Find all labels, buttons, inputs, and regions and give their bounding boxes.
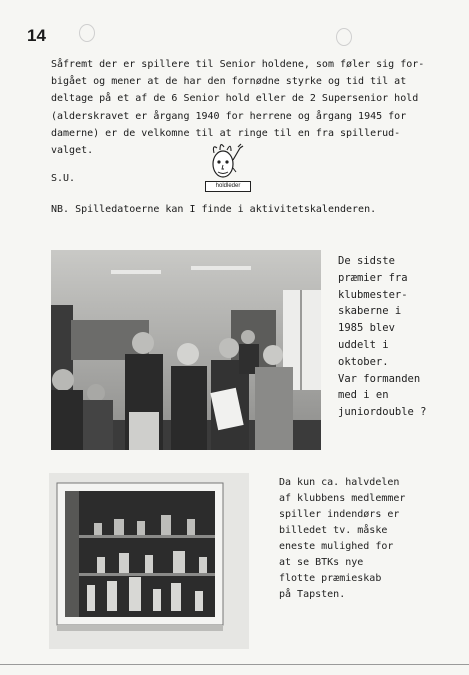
body-paragraph: Såfremt der er spillere til Senior holdene, som føler sig for- bigået og mener at de har den fornødne styrke og tid til at deltage på et af de 6 Senior hold eller de 2 Supersenior hold (alderskravet er årgang 1940 for herrene og årgang 1945 for damerne) er de velkomne til at ringe til en fra spillerud- valget. — [51, 59, 425, 157]
prize-ceremony-photo — [51, 250, 321, 450]
page-edge-line — [0, 664, 469, 665]
punch-hole-mark — [336, 28, 352, 46]
holdleder-sign: holdleder — [205, 181, 251, 192]
page-number: 14 — [27, 26, 46, 45]
nb-note: NB. Spilledatoerne kan I finde i aktivitetskalenderen. — [51, 204, 377, 215]
signature: S.U. — [51, 173, 76, 184]
photo-1-caption: De sidste præmier fra klubmester- skaberne i 1985 blev uddelt i oktober. Var formanden med i en juniordouble ? — [338, 255, 427, 419]
photo-2-caption: Da kun ca. halvdelen af klubbens medlemmer spiller indendørs er billedet tv. måske eneste mulighed for at se BTKs nye flotte præmieskab på Tapsten. — [279, 477, 406, 600]
punch-hole-mark — [79, 24, 95, 42]
trophy-cabinet-photo — [49, 473, 249, 649]
